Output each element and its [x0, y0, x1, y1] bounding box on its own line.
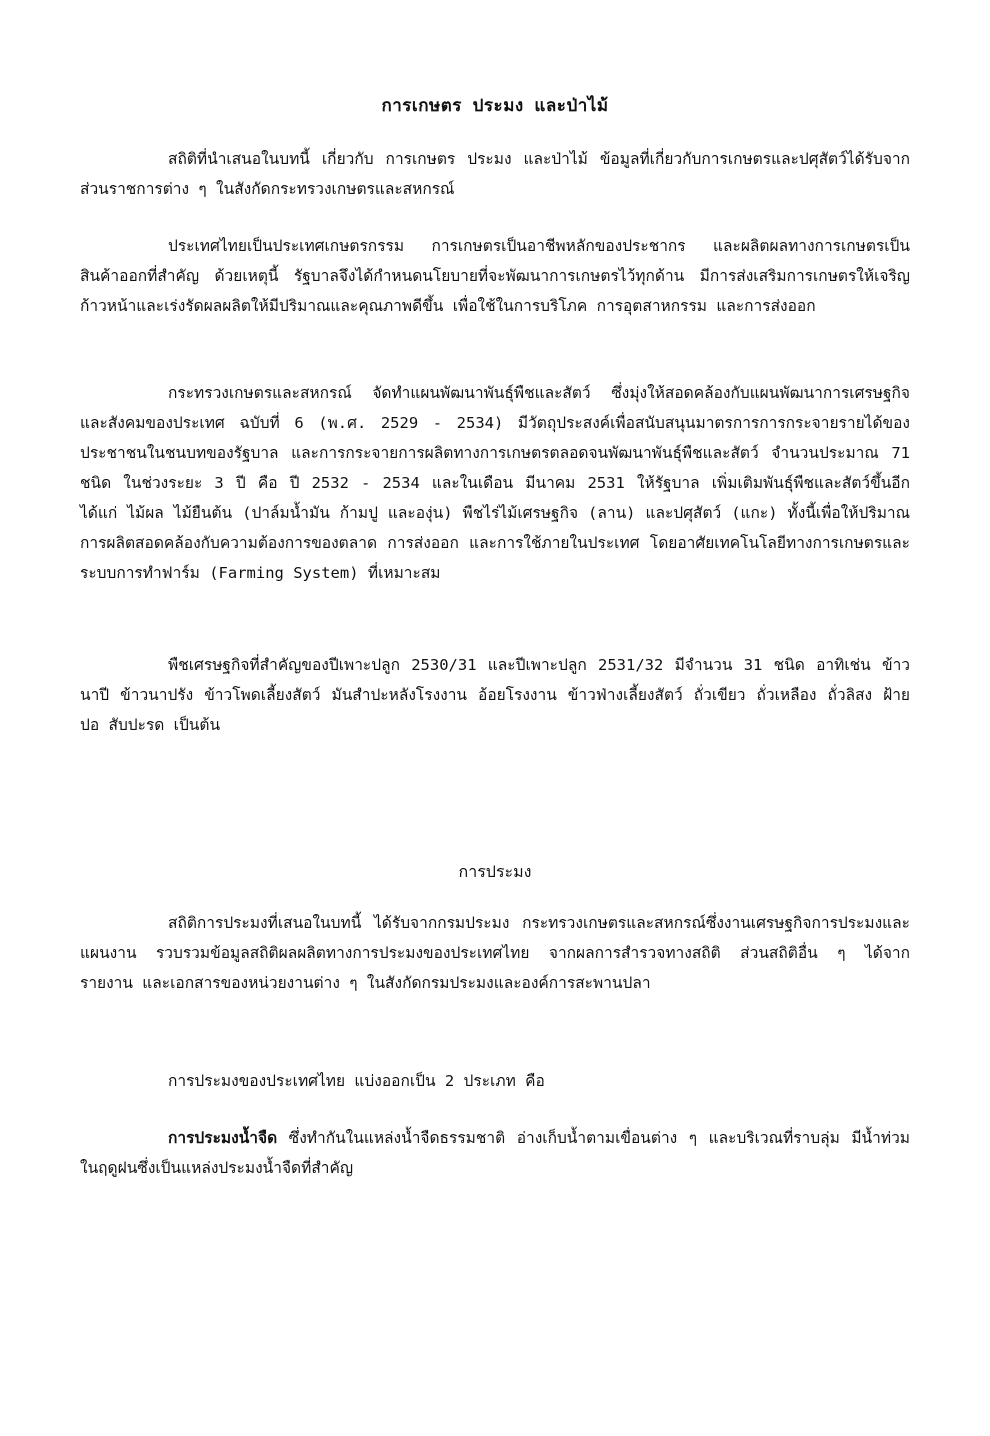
fishery-types-paragraph: การประมงของประเทศไทย แบ่งออกเป็น 2 ประเภท คือ [168, 1072, 545, 1090]
fishery-stats-paragraph: สถิติการประมงที่เสนอในบทนี้ ได้รับจากกรมประมง กระทรวงเกษตรและสหกรณ์ซึ่งงานเศรษฐกิจการประมงและแผนงาน รวบรวมข้อมูลสถิติผลผลิตทางการประมงของประเทศไทย จากผลการสำรวจทางสถิติ ส่วนสถิติอื่น ๆ ได้จากรายงาน และเอกสารของหน่วยงานต่าง ๆ ในสังกัดกรมประมงและองค์การสะพานปลา [80, 914, 910, 992]
intro-paragraph: สถิติที่นำเสนอในบทนี้ เกี่ยวกับ การเกษตร ประมง และป่าไม้ ข้อมูลที่เกี่ยวกับการเกษตรและปศุสัตว์ได้รับจากส่วนราชการต่าง ๆ ในสังกัดกระทรวงเกษตรและสหกรณ์ [80, 150, 910, 198]
ministry-plan-paragraph: กระทรวงเกษตรและสหกรณ์ จัดทำแผนพัฒนาพันธุ์พืชและสัตว์ ซึ่งมุ่งให้สอดคล้องกับแผนพัฒนาการเศรษฐกิจและสังคมของประเทศ ฉบับที่ 6 (พ.ศ. 2529 - 2534) มีวัตถุประสงค์เพื่อสนับสนุนมาตรการการกระจายรายได้ของประชาชนในชนบทของรัฐบาล และการกระจายการผลิตทางการเกษตรตลอดจนพัฒนาพันธุ์พืชและสัตว์ จำนวนประมาณ 71 ชนิด ในช่วงระยะ 3 ปี คือ ปี 2532 - 2534 และในเดือน มีนาคม 2531 ให้รัฐบาล เพิ่มเติมพันธุ์พืชและสัตว์ขึ้นอีก ได้แก่ ไม้ผล ไม้ยืนต้น (ปาล์มน้ำมัน ก้ามปู และองุ่น) พืชไร่ไม้เศรษฐกิจ (ลาน) และปศุสัตว์ (แกะ) ทั้งนี้เพื่อให้ปริมาณการผลิตสอดคล้องกับความต้องการของตลาด การส่งออก และการใช้ภายในประเทศ โดยอาศัยเทคโนโลยีทางการเกษตรและระบบการทำฟาร์ม (Farming System) ที่เหมาะสม [80, 384, 910, 582]
freshwater-fishery-description: ซึ่งทำกันในแหล่งน้ำจืดธรรมชาติ อ่างเก็บน้ำตามเขื่อนต่าง ๆ และบริเวณที่ราบลุ่ม มีน้ำท่วมในฤดูฝนซึ่งเป็นแหล่งประมงน้ำจืดที่สำคัญ [80, 1129, 910, 1177]
economic-crops-paragraph: พืชเศรษฐกิจที่สำคัญของปีเพาะปลูก 2530/31 และปีเพาะปลูก 2531/32 มีจำนวน 31 ชนิด อาทิเช่น ข้าวนาปี ข้าวนาปรัง ข้าวโพดเลี้ยงสัตว์ มันสำปะหลังโรงงาน อ้อยโรงงาน ข้าวฟ่างเลี้ยงสัตว์ ถั่วเขียว ถั่วเหลือง ถั่วลิสง ฝ้าย ปอ สับปะรด เป็นต้น [80, 656, 910, 734]
freshwater-fishery-paragraph [80, 1123, 910, 1183]
page-title: การเกษตร ประมง และป่าไม้ [381, 96, 609, 116]
agriculture-paragraph: ประเทศไทยเป็นประเทศเกษตรกรรม การเกษตรเป็นอาชีพหลักของประชากร และผลิตผลทางการเกษตรเป็นสินค้าออกที่สำคัญ ด้วยเหตุนี้ รัฐบาลจึงได้กำหนดนโยบายที่จะพัฒนาการเกษตรไว้ทุกด้าน มีการส่งเสริมการเกษตรให้เจริญก้าวหน้าและเร่งรัดผลผลิตให้มีปริมาณและคุณภาพดีขึ้น เพื่อใช้ในการบริโภค การอุตสาหกรรม และการส่งออก [80, 237, 910, 315]
fishery-section-title: การประมง [458, 862, 532, 881]
freshwater-fishery-term: การประมงน้ำจืด [168, 1129, 278, 1147]
